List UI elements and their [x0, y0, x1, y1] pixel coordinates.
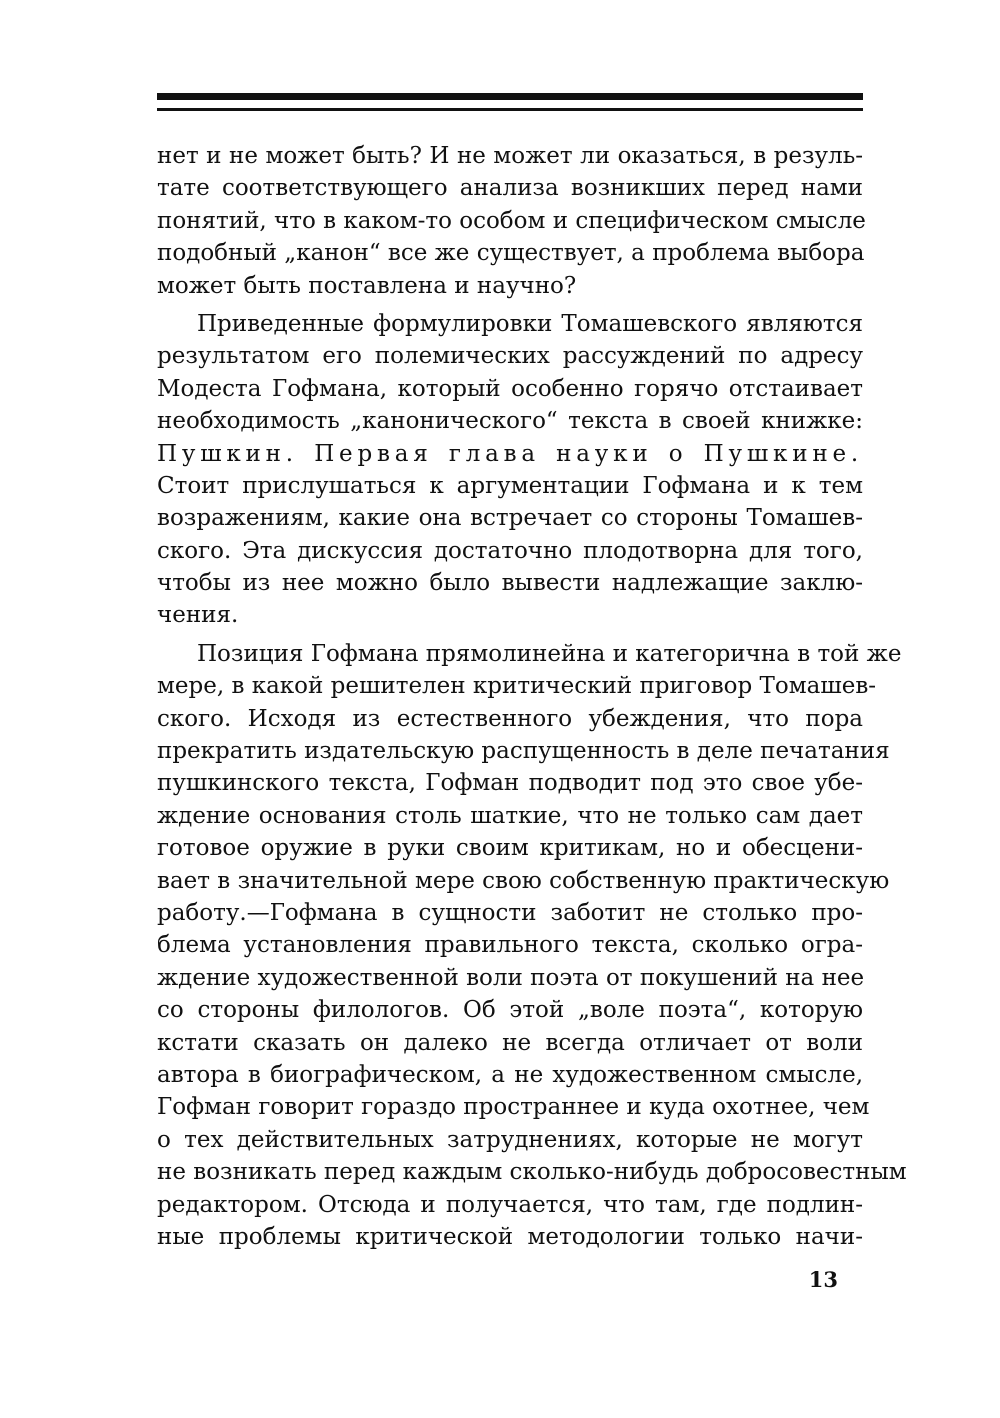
text-line: необходимость „канонического“ текста в своей книжке:	[157, 408, 863, 435]
text-line: редактором. Отсюда и получается, что там, где подлин-	[157, 1191, 863, 1218]
text-line: чтобы из нее можно было вывести надлежащие заклю-	[157, 570, 863, 597]
text-line: ского. Эта дискуссия достаточно плодотворна для того,	[157, 537, 863, 564]
text-line: тате соответствующего анализа возникших перед нами	[157, 175, 863, 202]
page-number: 13	[808, 1267, 838, 1292]
text-line: вает в значительной мере свою собственную практическую	[157, 867, 890, 894]
text-line: результатом его полемических рассуждений по адресу	[157, 343, 863, 370]
text-line: пушкинского текста, Гофман подводит под это свое убе-	[157, 770, 863, 797]
text-line: ского. Исходя из естественного убеждения, что пора	[157, 705, 863, 732]
text-line: Стоит прислушаться к аргументации Гофмана и к тем	[157, 472, 863, 499]
text-line: работу.—Гофмана в сущности заботит не столько про-	[157, 899, 863, 926]
text-line: не возникать перед каждым сколько-нибудь добросовестным	[157, 1159, 907, 1186]
text-line: прекратить издательскую распущенность в деле печатания	[157, 738, 890, 765]
text-line: ждение основания столь шаткие, что не только сам дает	[157, 802, 863, 829]
text-line: Гофман говорит гораздо пространнее и куда охотнее, чем	[157, 1094, 870, 1121]
paragraph-3	[157, 638, 907, 1253]
header-rule-thin	[157, 108, 863, 111]
text-line: мере, в какой решителен критический приговор Томашев-	[157, 673, 877, 700]
text-line: автора в биографическом, а не художественном смысле,	[157, 1061, 863, 1088]
text-line: возражениям, какие она встречает со стороны Томашев-	[157, 505, 863, 532]
text-line: ные проблемы критической методологии только начи-	[157, 1223, 863, 1250]
body-text	[157, 140, 907, 1253]
text-line: кстати сказать он далеко не всегда отличает от воли	[157, 1029, 863, 1056]
text-line: со стороны филологов. Об этой „воле поэта“, которую	[157, 997, 863, 1024]
text-line: понятий, что в каком-то особом и специфическом смысле	[157, 207, 866, 234]
text-line: блема установления правильного текста, сколько огра-	[157, 932, 863, 959]
header-rule-thick	[157, 93, 863, 100]
paragraph-1	[157, 140, 866, 302]
text-line: Модеста Гофмана, который особенно горячо отстаивает	[157, 375, 863, 402]
text-line: ждение художественной воли поэта от покушений на нее	[157, 964, 865, 991]
paragraph-2	[157, 308, 863, 632]
book-title-line: Пушкин. Первая глава науки о Пушкине.	[157, 440, 863, 467]
text-line: нет и не может быть? И не может ли оказаться, в резуль-	[157, 143, 863, 169]
text-line: подобный „канон“ все же существует, а проблема выбора	[157, 240, 865, 267]
text-line: Приведенные формулировки Томашевского являются	[197, 310, 863, 337]
text-line: готовое оружие в руки своим критикам, но и обесцени-	[157, 835, 863, 862]
text-line: о тех действительных затруднениях, которые не могут	[157, 1126, 863, 1153]
text-line: Позиция Гофмана прямолинейна и категорична в той же	[197, 640, 902, 667]
text-line: чения.	[157, 602, 239, 629]
text-line: может быть поставлена и научно?	[157, 272, 577, 299]
